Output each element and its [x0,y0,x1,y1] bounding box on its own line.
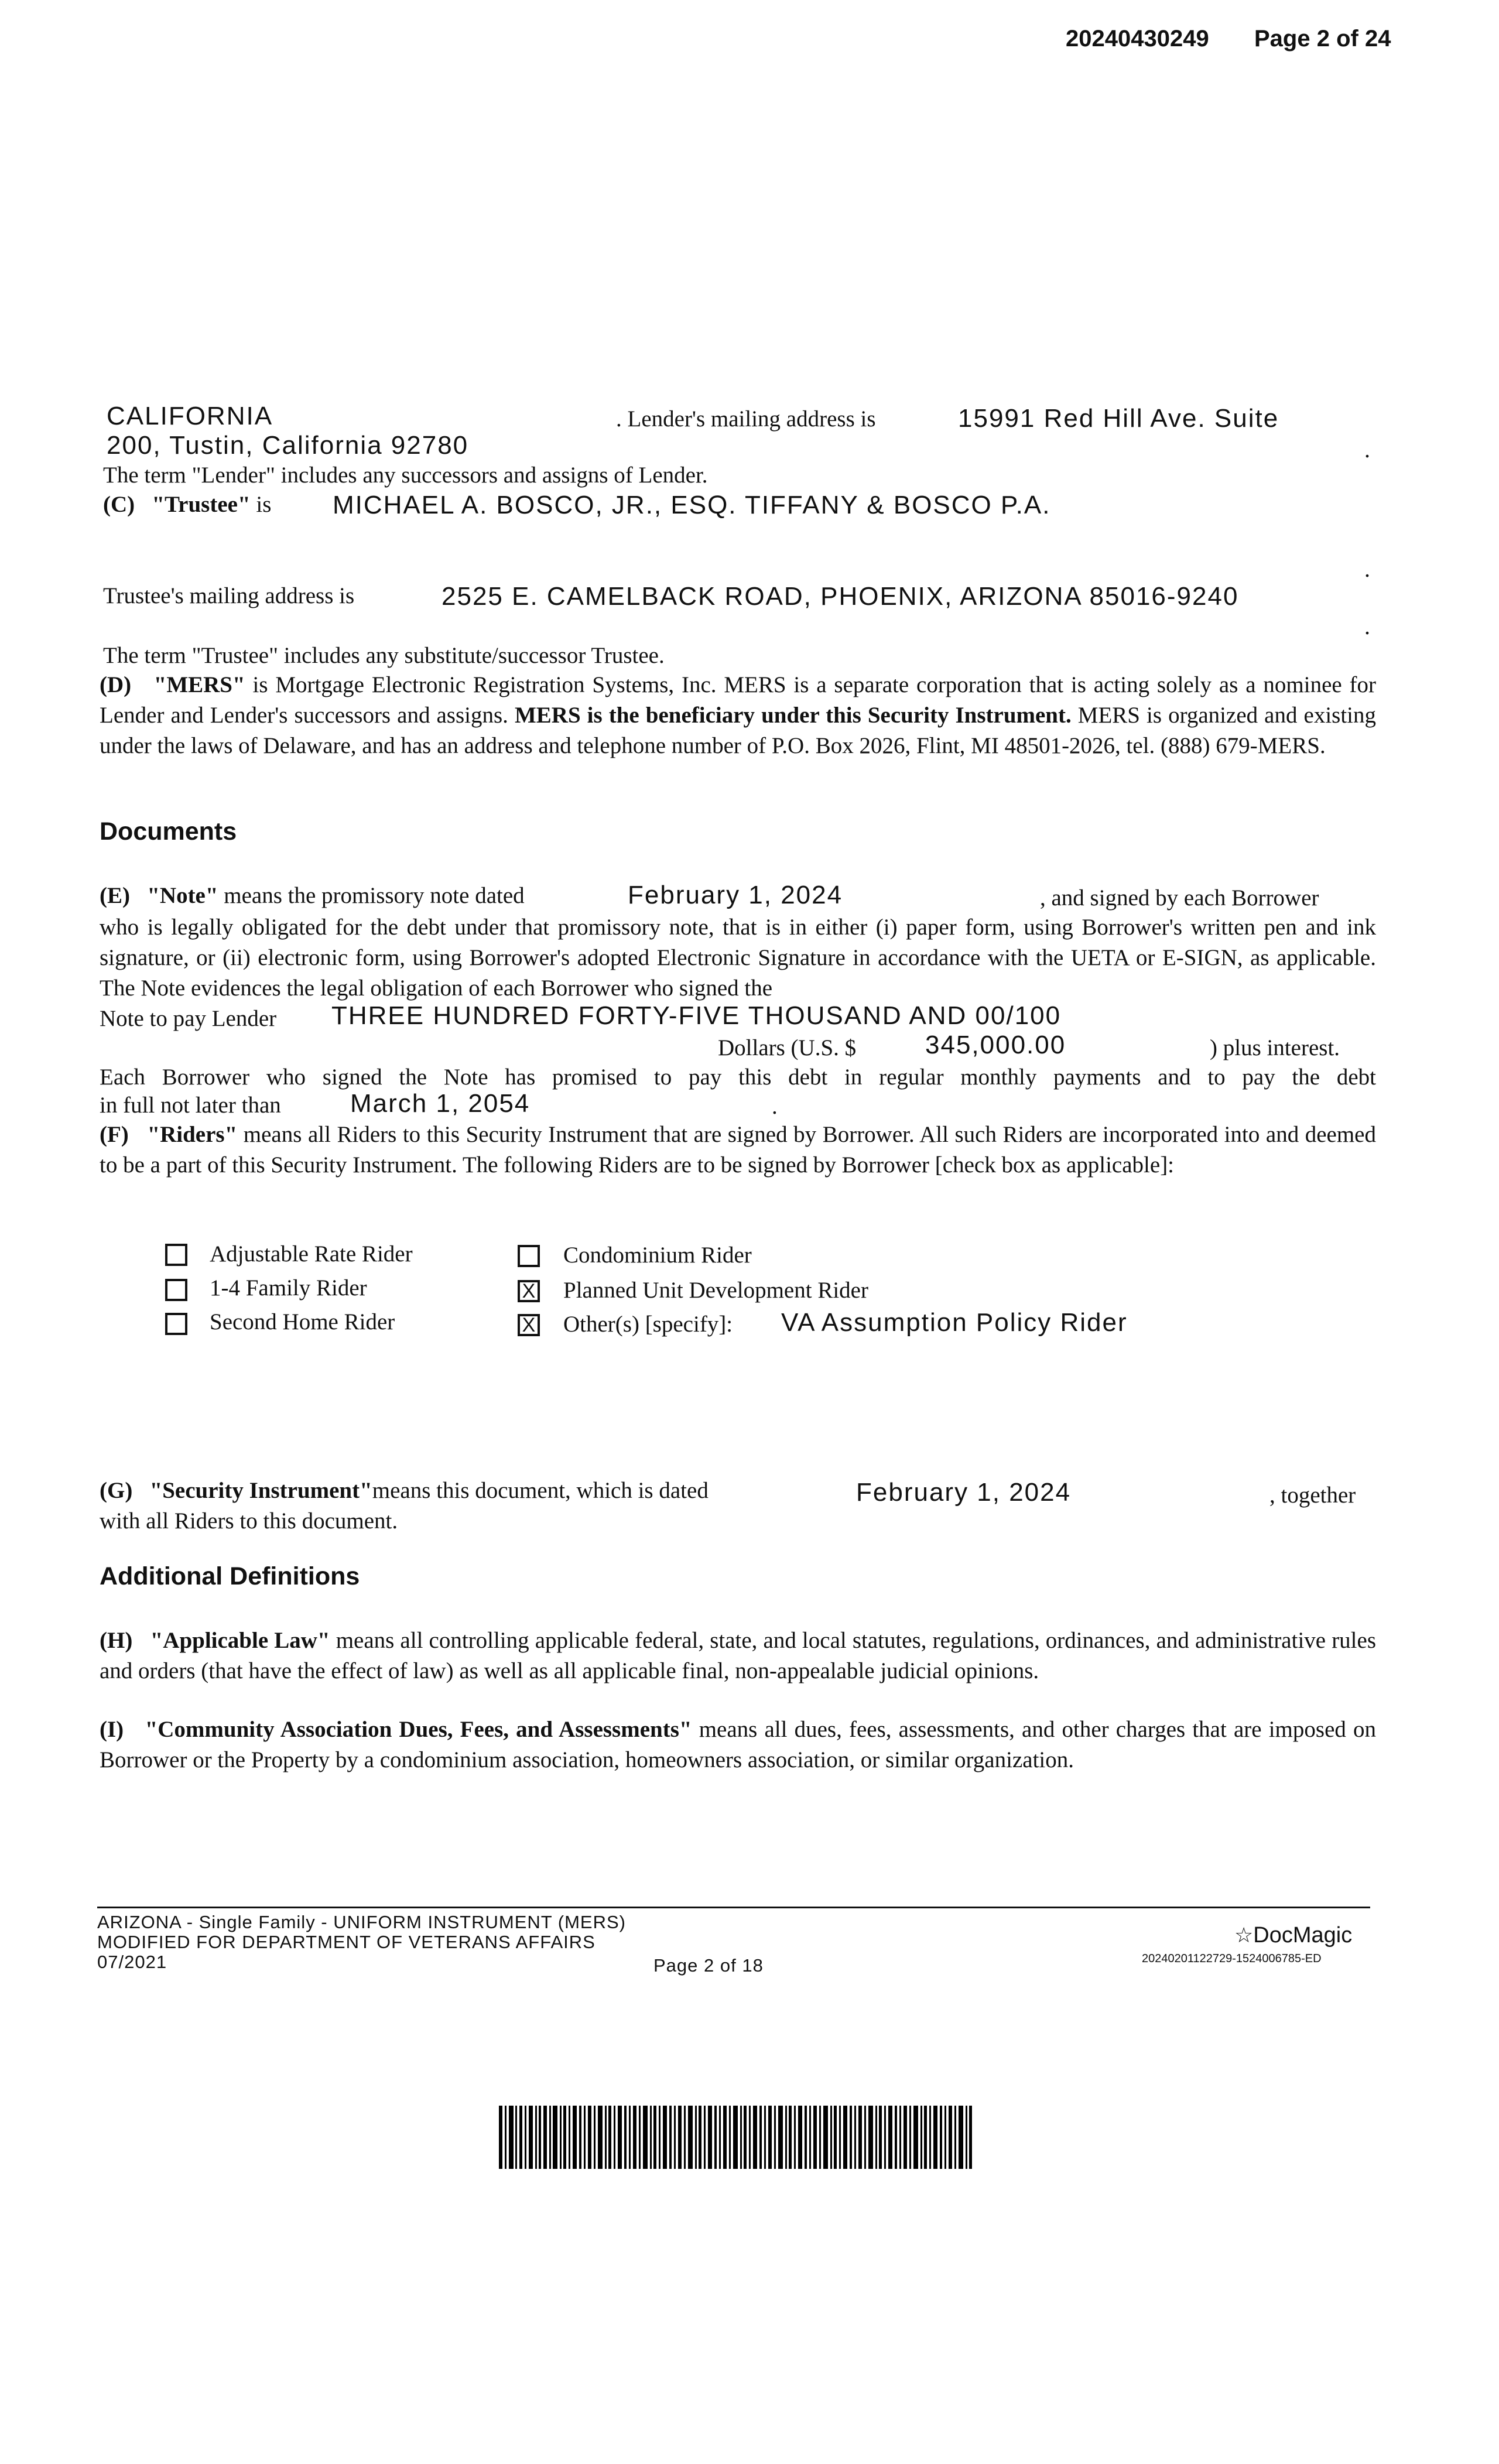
note-definition [100,881,525,911]
applicable-law-term: "Applicable Law" [150,1628,330,1653]
note-date: February 1, 2024 [628,881,843,909]
note-body: who is legally obligated for the debt under that promissory note, that is in either (i) paper form, using Borrower's written pen and ink signature, or (ii) electronic form, using Borrower's adopted Electronic Signature in accordance with the UETA or E-SIGN, as applicable. The Note evidences the legal obligation of each Borrower who signed the [100,915,1376,1001]
trustee-address: 2525 E. CAMELBACK ROAD, PHOENIX, ARIZONA 85016-9240 [442,582,1239,611]
trustee-label: (C) [103,492,135,517]
footer-doc-code: 20240201122729-1524006785-ED [1142,1952,1322,1965]
mers-definition [100,670,1376,761]
applicable-law-label: (H) [100,1628,133,1653]
fill-dot: . [1364,613,1370,639]
condominium-rider-label: Condominium Rider [563,1243,752,1268]
adjustable-rate-rider-label: Adjustable Rate Rider [210,1241,413,1267]
trustee-name: MICHAEL A. BOSCO, JR., ESQ. TIFFANY & BOSCO P.A. [333,491,1051,519]
note-intro: means the promissory note dated [224,883,525,908]
note-amount: 345,000.00 [925,1031,1066,1059]
riders-term: "Riders" [147,1122,238,1147]
security-instrument-intro: means this document, which is dated [372,1478,709,1503]
note-term: "Note" [147,883,218,908]
trustee-substitute-text: The term "Trustee" includes any substitute/successor Trustee. [103,643,665,668]
riders-text: means all Riders to this Security Instrument that are signed by Borrower. All such Riders are incorporated into and deemed to be a part of this Security Instrument. The following Riders are to be signed by Borrower [check box as applicable]: [100,1122,1376,1178]
adjustable-rate-rider-checkbox[interactable] [165,1244,187,1266]
additional-definitions-heading: Additional Definitions [100,1562,360,1590]
note-label: (E) [100,883,130,908]
note-end-period: . [772,1094,778,1119]
mers-beneficiary-statement: MERS is the beneficiary under this Security Instrument. [514,703,1072,728]
community-dues-definition [100,1714,1376,1775]
community-dues-term: "Community Association Dues, Fees, and Assessments" [145,1717,692,1742]
note-dollars-label: Dollars (U.S. $ [718,1035,857,1060]
lender-successors-text: The term "Lender" includes any successors and assigns of Lender. [103,463,708,488]
footer-line1: ARIZONA - Single Family - UNIFORM INSTRUMENT (MERS) [97,1912,626,1932]
mers-text2: MERS is organized and existing under the laws of Delaware, and has an address and telephone number of P.O. Box 2026, Flint, MI 48501-2026, tel. (888) 679-MERS. [100,703,1377,758]
applicable-law-text: means all controlling applicable federal, state, and local statutes, regulations, ordinances, and administrative rules and orders (that have the effect of law) as well as all applicable final, non-appealable judicial opinions. [100,1628,1377,1683]
mers-text1: is Mortgage Electronic Registration Systems, Inc. MERS is a separate corporation that is acting solely as a nominee for Lender and Lender's successors and assigns. [100,672,1377,728]
note-plus-interest: ) plus interest. [1210,1035,1340,1060]
one-four-family-rider-checkbox[interactable] [165,1279,187,1301]
trustee-is: is [256,492,272,517]
other-rider-checkbox[interactable]: X [518,1314,540,1336]
note-full-intro: in full not later than [100,1093,281,1118]
note-amount-words: THREE HUNDRED FORTY-FIVE THOUSAND AND 00/100 [331,1001,1062,1030]
community-dues-text: means all dues, fees, assessments, and other charges that are imposed on Borrower or the Property by a condominium association, homeowners association, or similar organization. [100,1717,1377,1772]
star-icon: ☆ [1234,1923,1254,1947]
other-rider-value: VA Assumption Policy Rider [781,1308,1128,1337]
security-instrument-term: "Security Instrument" [149,1478,372,1503]
security-instrument-together: , together [1269,1483,1356,1508]
riders-label: (F) [100,1122,129,1147]
note-payments-text: Each Borrower who signed the Note has promised to pay this debt in regular monthly payments and to pay the debt [100,1065,1376,1090]
fill-dot: . [1364,556,1370,582]
note-pay-intro: Note to pay Lender [100,1006,277,1031]
riders-definition [100,1120,1376,1180]
lender-state: CALIFORNIA [107,402,273,430]
documents-heading: Documents [100,817,237,846]
security-instrument-line2: with all Riders to this document. [100,1508,398,1534]
barcode [499,2106,972,2169]
other-rider-label: Other(s) [specify]: [563,1312,733,1337]
trustee-definition [103,490,271,520]
note-after-date: , and signed by each Borrower [1040,885,1319,911]
mers-label: (D) [100,672,132,697]
lender-address-intro: . Lender's mailing address is [616,406,876,432]
footer-line3: 07/2021 [97,1952,167,1972]
footer-rule [97,1907,1370,1908]
docmagic-brand: DocMagic [1253,1923,1353,1948]
docmagic-logo [1234,1923,1352,1948]
footer-page: Page 2 of 18 [653,1955,764,1976]
fill-dot: . [1364,436,1370,463]
second-home-rider-label: Second Home Rider [210,1309,395,1334]
mers-term: "MERS" [153,672,245,697]
planned-unit-development-rider-checkbox[interactable]: X [518,1280,540,1302]
applicable-law-definition [100,1625,1376,1686]
trustee-term: "Trustee" [152,492,251,517]
security-instrument-definition [100,1476,709,1506]
community-dues-label: (I) [100,1717,124,1742]
note-maturity-date: March 1, 2054 [350,1089,531,1118]
condominium-rider-checkbox[interactable] [518,1245,540,1267]
security-instrument-date: February 1, 2024 [856,1478,1072,1507]
planned-unit-development-rider-label: Planned Unit Development Rider [563,1278,868,1303]
barcode-bars [499,2106,972,2169]
record-number: 20240430249 [1066,26,1209,52]
trustee-address-intro: Trustee's mailing address is [103,583,355,608]
security-instrument-label: (G) [100,1478,133,1503]
one-four-family-rider-label: 1-4 Family Rider [210,1275,367,1301]
lender-address-line1: 15991 Red Hill Ave. Suite [958,404,1279,433]
page-indicator: Page 2 of 24 [1254,26,1391,52]
lender-address-line2: 200, Tustin, California 92780 [107,431,469,460]
footer-line2: MODIFIED FOR DEPARTMENT OF VETERANS AFFAIRS [97,1932,596,1952]
second-home-rider-checkbox[interactable] [165,1313,187,1335]
